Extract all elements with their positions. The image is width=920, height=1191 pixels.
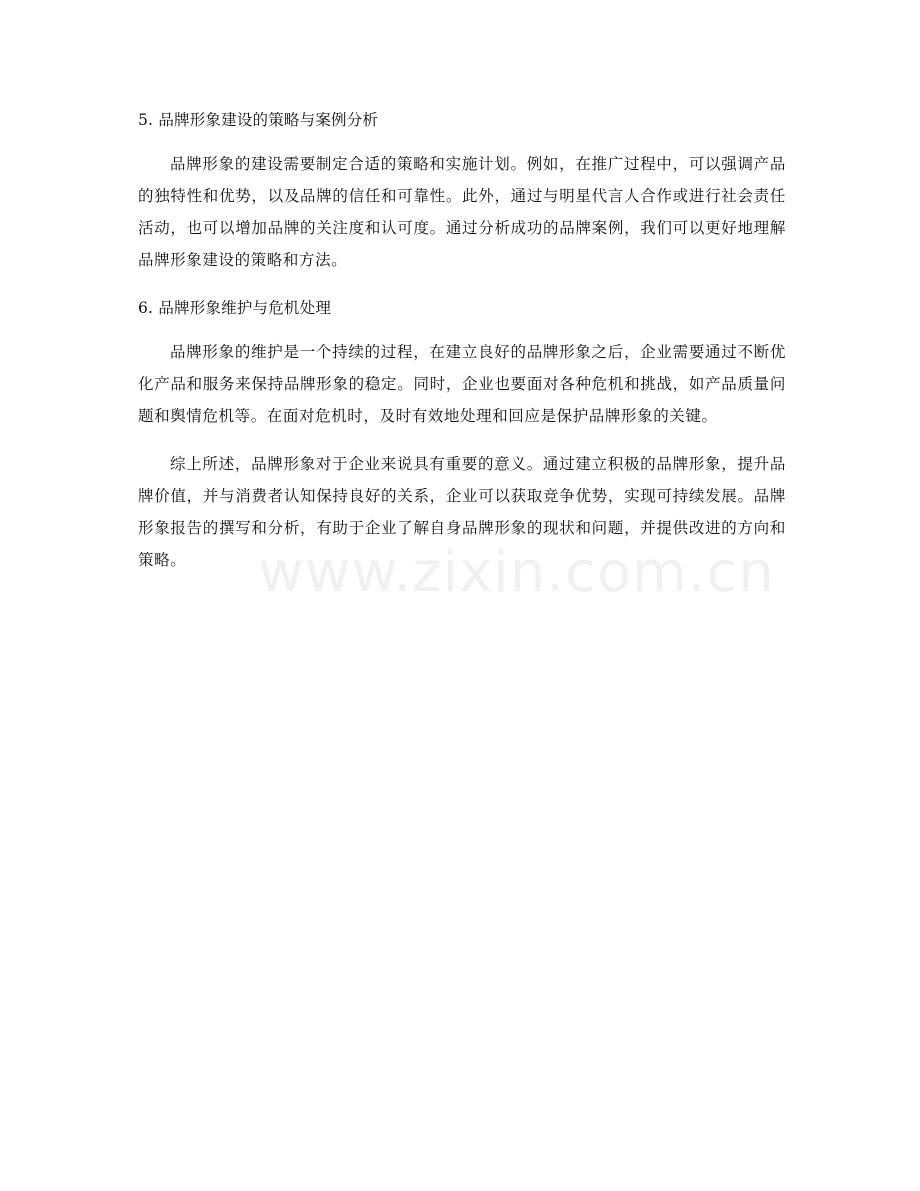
document-body (138, 104, 786, 576)
watermark-text: www.zixin.com.cn (258, 540, 775, 605)
section-heading-6: 6. 品牌形象维护与危机处理 (138, 299, 332, 317)
section-paragraph-6: 品牌形象的维护是一个持续的过程，在建立良好的品牌形象之后，企业需要通过不断优化产品和服务来保持品牌形象的稳定。同时，企业也要面对各种危机和挑战，如产品质量问题和舆情危机等。在面对危机时，及时有效地处理和回应是保护品牌形象的关键。 (138, 343, 786, 425)
section-heading-5: 5. 品牌形象建设的策略与案例分析 (138, 111, 379, 129)
conclusion-paragraph: 综上所述，品牌形象对于企业来说具有重要的意义。通过建立积极的品牌形象，提升品牌价值，并与消费者认知保持良好的关系，企业可以获取竞争优势，实现可持续发展。品牌形象报告的撰写和分析，有助于企业了解自身品牌形象的现状和问题，并提供改进的方向和策略。 (138, 455, 786, 569)
section-paragraph-5: 品牌形象的建设需要制定合适的策略和实施计划。例如，在推广过程中，可以强调产品的独特性和优势，以及品牌的信任和可靠性。此外，通过与明星代言人合作或进行社会责任活动，也可以增加品牌的关注度和认可度。通过分析成功的品牌案例，我们可以更好地理解品牌形象建设的策略和方法。 (138, 155, 786, 269)
